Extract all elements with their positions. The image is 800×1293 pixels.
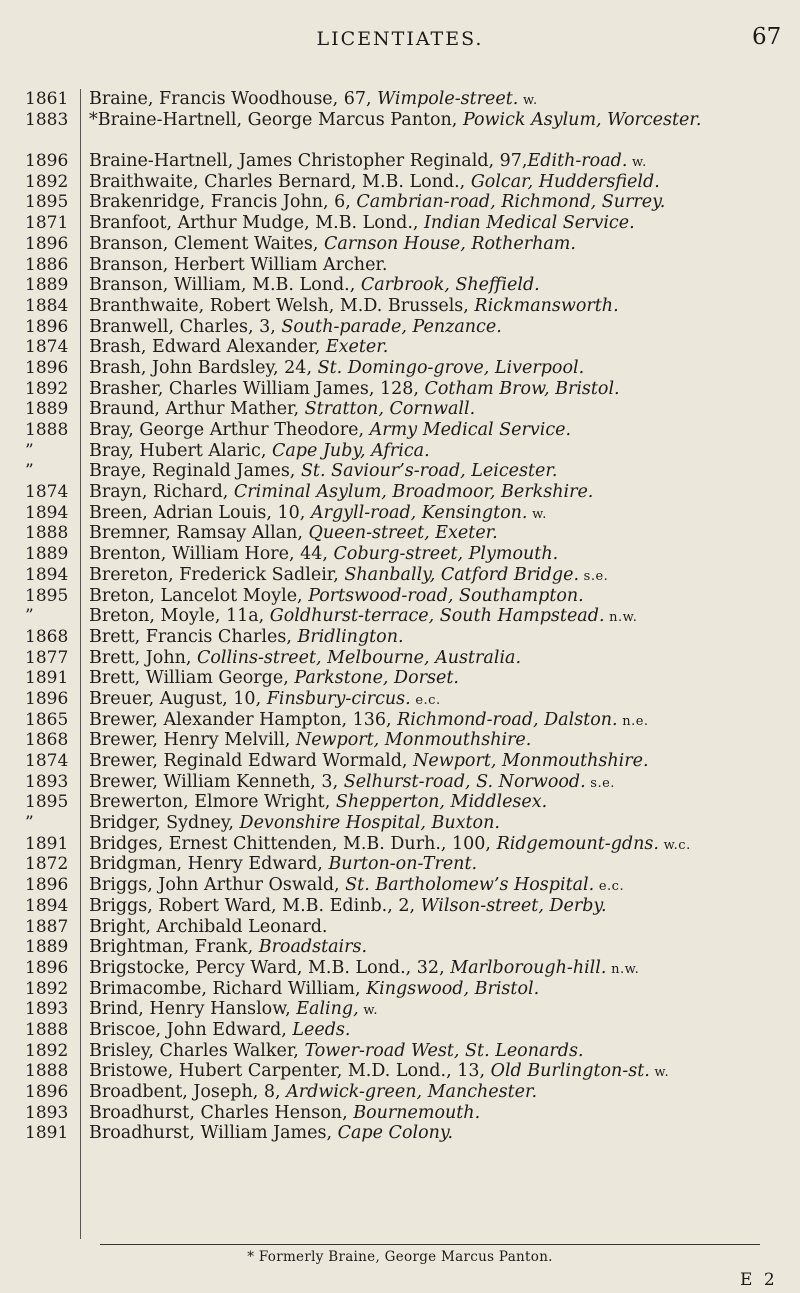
entry-name: Broadhurst, Charles Henson, <box>89 1102 354 1123</box>
entry-text <box>89 151 789 174</box>
list-item <box>0 854 800 875</box>
entry-name: Brewerton, Elmore Wright, <box>89 792 336 813</box>
entry-name: Branthwaite, Robert Welsh, M.D. Brussels, <box>89 295 475 316</box>
list-item <box>0 255 800 276</box>
entry-name: Branson, Herbert William Archer. <box>89 254 388 275</box>
entry-text <box>89 255 789 278</box>
entry-place: Criminal Asylum, Broadmoor, Berkshire. <box>233 482 594 503</box>
entry-place: Powick Asylum, Worcester. <box>462 109 702 130</box>
entry-text <box>89 937 789 960</box>
entry-year: 1894 <box>25 564 69 585</box>
entry-name: Brimacombe, Richard William, <box>89 978 367 999</box>
entry-year: 1896 <box>25 688 69 709</box>
entry-name: Bray, George Arthur Theodore, <box>89 420 370 441</box>
footnote-rule <box>100 1244 760 1245</box>
list-item <box>0 503 800 524</box>
entry-text <box>89 1123 789 1146</box>
entry-year: 1868 <box>25 730 69 751</box>
entry-name: Briggs, John Arthur Oswald, <box>89 875 346 896</box>
entry-text <box>89 192 789 215</box>
entry-name: *Braine-Hartnell, George Marcus Panton, <box>89 109 463 130</box>
entry-year: 1889 <box>25 937 69 958</box>
list-item <box>0 523 800 544</box>
entry-text <box>89 358 789 381</box>
entry-text <box>89 89 789 112</box>
entry-place: Argyll-road, Kensington. <box>310 502 528 523</box>
entry-text <box>89 958 789 981</box>
entry-place: Old Burlington-st. <box>490 1061 650 1082</box>
list-item <box>0 834 800 855</box>
entry-year: 1895 <box>25 792 69 813</box>
entry-name: Brisley, Charles Walker, <box>89 1040 305 1061</box>
entry-name: Bray, Hubert Alaric, <box>89 440 272 461</box>
entry-year: 1894 <box>25 502 69 523</box>
entry-text <box>89 689 789 712</box>
entry-text <box>89 896 789 919</box>
entry-place: Cotham Brow, Bristol. <box>424 378 620 399</box>
list-item <box>0 586 800 607</box>
list-item <box>0 1123 800 1144</box>
entry-text <box>89 1082 789 1105</box>
entry-year: 1889 <box>25 544 69 565</box>
list-item <box>0 896 800 917</box>
entry-text <box>89 1020 789 1043</box>
entry-text <box>89 213 789 236</box>
entry-year: 1893 <box>25 771 69 792</box>
entry-year: 1874 <box>25 337 69 358</box>
list-item <box>0 192 800 213</box>
entry-year: 1892 <box>25 978 69 999</box>
entry-place: Richmond-road, Dalston. <box>397 709 618 730</box>
entry-text <box>89 275 789 298</box>
entry-name: Bristowe, Hubert Carpenter, M.D. Lond., 13, <box>89 1061 491 1082</box>
entry-name: Broadhurst, William James, <box>89 1123 338 1144</box>
entry-name: Braye, Reginald James, <box>89 461 301 482</box>
list-item <box>0 151 800 172</box>
entry-year: 1894 <box>25 895 69 916</box>
entry-place: St. Bartholomew’s Hospital. <box>345 875 595 896</box>
entry-year: 1896 <box>25 151 69 172</box>
entry-place: Indian Medical Service. <box>424 213 635 234</box>
entry-place: Golcar, Huddersfield. <box>470 171 660 192</box>
entry-name: Breton, Lancelot Moyle, <box>89 585 309 606</box>
entry-year: 1893 <box>25 1102 69 1123</box>
list-item <box>0 358 800 379</box>
entry-place: Parkstone, Dorset. <box>294 668 459 689</box>
entry-year: 1892 <box>25 1040 69 1061</box>
list-item <box>0 544 800 565</box>
entry-year: 1893 <box>25 999 69 1020</box>
entry-text <box>89 172 789 195</box>
entry-name: Braithwaite, Charles Bernard, M.B. Lond., <box>89 171 471 192</box>
entry-district: s.e. <box>579 568 609 584</box>
entry-year: 1877 <box>25 647 69 668</box>
entry-year: 1896 <box>25 1082 69 1103</box>
list-item <box>0 296 800 317</box>
entry-text <box>89 979 789 1002</box>
entry-district: n.w. <box>604 610 638 626</box>
entry-place: Queen-street, Exeter. <box>308 523 498 544</box>
list-item <box>0 710 800 731</box>
entry-year: 1871 <box>25 213 69 234</box>
list-item <box>0 1061 800 1082</box>
entry-text <box>89 875 789 898</box>
entry-year: 1861 <box>25 89 69 109</box>
entry-year: 1891 <box>25 668 69 689</box>
entry-year: 1896 <box>25 875 69 896</box>
list-item <box>0 172 800 193</box>
entry-text <box>89 999 789 1022</box>
list-item <box>0 772 800 793</box>
entry-name: Brett, John, <box>89 647 197 668</box>
list-item <box>0 399 800 420</box>
entry-place: Kingswood, Bristol. <box>366 978 540 999</box>
entry-name: Branwell, Charles, 3, <box>89 316 282 337</box>
entry-place: Rickmansworth. <box>474 295 619 316</box>
list-item <box>0 606 800 627</box>
entry-name: Broadbent, Joseph, 8, <box>89 1082 287 1103</box>
entry-text <box>89 296 789 319</box>
entry-year: 1888 <box>25 420 69 441</box>
entry-name: Branson, William, M.B. Lond., <box>89 275 361 296</box>
entry-place: Goldhurst-terrace, South Hampstead. <box>269 606 605 627</box>
entry-name: Breton, Moyle, 11a, <box>89 606 270 627</box>
entry-year: 1886 <box>25 254 69 275</box>
entry-year: 1872 <box>25 854 69 875</box>
entry-district: e.c. <box>410 692 441 708</box>
entry-text <box>89 792 789 815</box>
entry-district: w. <box>358 1003 379 1019</box>
entry-text <box>89 234 789 257</box>
entry-text <box>89 751 789 774</box>
entry-text <box>89 1041 789 1064</box>
entry-name: Breuer, August, 10, <box>89 688 267 709</box>
entry-text <box>89 482 789 505</box>
entry-name: Bright, Archibald Leonard. <box>89 916 328 937</box>
list-item <box>0 1041 800 1062</box>
entry-place: Tower-road West, St. Leonards. <box>304 1040 584 1061</box>
entry-text <box>89 503 789 526</box>
entry-text <box>89 379 789 402</box>
entry-year: 1883 <box>25 109 69 130</box>
list-item <box>0 689 800 710</box>
entry-text <box>89 730 789 753</box>
entry-place: Bridlington. <box>297 626 404 647</box>
entry-name: Brett, Francis Charles, <box>89 626 298 647</box>
entry-district: w. <box>627 155 647 171</box>
list-item <box>0 917 800 938</box>
entry-name: Bridger, Sydney, <box>89 813 240 834</box>
entry-year: 1868 <box>25 626 69 647</box>
entry-year: 1892 <box>25 171 69 192</box>
list-item <box>0 482 800 503</box>
entry-text <box>89 565 789 588</box>
entry-place: Wimpole-street. <box>377 89 519 109</box>
list-item <box>0 379 800 400</box>
entry-text <box>89 110 789 133</box>
entry-text <box>89 586 789 609</box>
entry-year: 1891 <box>25 833 69 854</box>
entry-place: Finsbury-circus. <box>266 688 411 709</box>
entry-name: Briscoe, John Edward, <box>89 1019 293 1040</box>
entry-year: 1874 <box>25 751 69 772</box>
entry-year: 1895 <box>25 192 69 213</box>
list-item <box>0 668 800 689</box>
signature-mark: E 2 <box>740 1270 778 1290</box>
entry-place: Ardwick-green, Manchester. <box>286 1082 538 1103</box>
entry-district: n.w. <box>606 961 640 977</box>
list-item <box>0 1082 800 1103</box>
list-item <box>0 875 800 896</box>
entry-place: Broadstairs. <box>258 937 368 958</box>
entry-place: Army Medical Service. <box>369 420 572 441</box>
list-item <box>0 792 800 813</box>
entry-name: Brakenridge, Francis John, 6, <box>89 192 357 213</box>
entry-name: Brightman, Frank, <box>89 937 259 958</box>
entry-district: w. <box>649 1065 670 1081</box>
entry-name: Bremner, Ramsay Allan, <box>89 523 309 544</box>
entry-name: Brewer, Reginald Edward Wormald, <box>89 751 414 772</box>
entry-year: 1892 <box>25 378 69 399</box>
entry-place: Shanbally, Catford Bridge. <box>344 564 580 585</box>
entry-text <box>89 461 789 484</box>
entry-year: ” <box>25 461 34 482</box>
entry-year: 1891 <box>25 1123 69 1144</box>
entry-place: Cape Colony. <box>337 1123 454 1144</box>
entry-text <box>89 420 789 443</box>
entry-place: Ealing, <box>296 999 359 1020</box>
list-item <box>0 337 800 358</box>
list-item <box>0 958 800 979</box>
entry-place: Marlborough-hill. <box>450 957 607 978</box>
entry-district: e.c. <box>594 879 625 895</box>
entry-year: ” <box>25 440 34 461</box>
entry-place: Carbrook, Sheffield. <box>360 275 540 296</box>
entry-year: 1888 <box>25 1019 69 1040</box>
entry-text <box>89 627 789 650</box>
entry-name: Brewer, William Kenneth, 3, <box>89 771 344 792</box>
entry-year: 1889 <box>25 399 69 420</box>
entry-name: Brayn, Richard, <box>89 482 234 503</box>
entry-place: Leeds. <box>292 1019 351 1040</box>
entry-name: Brash, John Bardsley, 24, <box>89 357 318 378</box>
entry-text <box>89 917 789 940</box>
entry-place: St. Domingo-grove, Liverpool. <box>317 357 585 378</box>
entry-year: 1888 <box>25 1061 69 1082</box>
list-item <box>0 275 800 296</box>
entry-place: St. Saviour’s-road, Leicester. <box>300 461 558 482</box>
entry-district: w. <box>527 506 547 522</box>
entry-place: Edith-road. <box>527 151 628 172</box>
entry-place: Shepperton, Middlesex. <box>335 792 548 813</box>
footnote: * Formerly Braine, George Marcus Panton. <box>247 1249 553 1265</box>
entry-place: Stratton, Cornwall. <box>304 399 476 420</box>
entry-text <box>89 523 789 546</box>
list-item <box>0 317 800 338</box>
entry-name: Braine, Francis Woodhouse, 67, <box>89 89 378 109</box>
entry-place: Devonshire Hospital, Buxton. <box>239 813 500 834</box>
list-item <box>0 89 800 110</box>
entry-text <box>89 668 789 691</box>
entry-name: Briggs, Robert Ward, M.B. Edinb., 2, <box>89 895 421 916</box>
entry-list <box>0 89 800 1144</box>
entry-name: Branfoot, Arthur Mudge, M.B. Lond., <box>89 213 425 234</box>
entry-year: 1896 <box>25 233 69 254</box>
entry-year: 1865 <box>25 709 69 730</box>
entry-name: Bridgman, Henry Edward, <box>89 854 329 875</box>
entry-place: Cape Juby, Africa. <box>271 440 430 461</box>
list-item <box>0 751 800 772</box>
list-item <box>0 461 800 482</box>
list-item <box>0 1020 800 1041</box>
entry-place: Selhurst-road, S. Norwood. <box>343 771 586 792</box>
page-number: 67 <box>752 24 782 50</box>
entry-year: 1896 <box>25 357 69 378</box>
entry-place: Bournemouth. <box>353 1102 481 1123</box>
entry-name: Braine-Hartnell, James Christopher Reginald, 97, <box>89 151 528 172</box>
entry-year: 1896 <box>25 316 69 337</box>
list-item <box>0 110 800 151</box>
entry-name: Brind, Henry Hanslow, <box>89 999 297 1020</box>
entry-text <box>89 606 789 629</box>
entry-name: Branson, Clement Waites, <box>89 233 324 254</box>
entry-text <box>89 337 789 360</box>
entry-name: Brenton, William Hore, 44, <box>89 544 334 565</box>
entry-name: Brett, William George, <box>89 668 295 689</box>
entry-name: Brash, Edward Alexander, <box>89 337 326 358</box>
list-item <box>0 234 800 255</box>
entry-name: Brewer, Henry Melvill, <box>89 730 296 751</box>
entry-district: w. <box>518 93 538 108</box>
list-item <box>0 420 800 441</box>
entry-text <box>89 1103 789 1126</box>
page-title: LICENTIATES. <box>316 28 484 50</box>
entry-place: South-parade, Penzance. <box>281 316 502 337</box>
entry-place: Collins-street, Melbourne, Australia. <box>197 647 522 668</box>
entry-year: 1887 <box>25 916 69 937</box>
list-item <box>0 813 800 834</box>
entry-year: 1888 <box>25 523 69 544</box>
entry-text <box>89 813 789 836</box>
entry-name: Brereton, Frederick Sadleir, <box>89 564 345 585</box>
entry-text <box>89 399 789 422</box>
entry-year: 1889 <box>25 275 69 296</box>
list-item <box>0 999 800 1020</box>
entry-place: Newport, Monmouthshire. <box>413 751 649 772</box>
entry-text <box>89 834 789 857</box>
list-item <box>0 648 800 669</box>
entry-year: 1895 <box>25 585 69 606</box>
list-item <box>0 627 800 648</box>
list-item <box>0 730 800 751</box>
entry-year: 1896 <box>25 957 69 978</box>
entry-name: Braund, Arthur Mather, <box>89 399 305 420</box>
entry-year: 1874 <box>25 482 69 503</box>
entry-name: Brewer, Alexander Hampton, 136, <box>89 709 398 730</box>
entry-place: Newport, Monmouthshire. <box>295 730 532 751</box>
entry-text <box>89 710 789 733</box>
entry-place: Burton-on-Trent. <box>328 854 478 875</box>
entry-text <box>89 317 789 340</box>
list-item <box>0 979 800 1000</box>
entry-place: Wilson-street, Derby. <box>420 895 607 916</box>
entry-place: Coburg-street, Plymouth. <box>333 544 559 565</box>
entry-text <box>89 772 789 795</box>
entry-place: Exeter. <box>325 337 389 358</box>
entry-year: 1884 <box>25 295 69 316</box>
entry-text <box>89 1061 789 1084</box>
entry-name: Breen, Adrian Louis, 10, <box>89 502 311 523</box>
entry-district: n.e. <box>617 713 649 729</box>
entry-name: Brigstocke, Percy Ward, M.B. Lond., 32, <box>89 957 451 978</box>
entry-place: Cambrian-road, Richmond, Surrey. <box>356 192 666 213</box>
list-item <box>0 937 800 958</box>
list-item <box>0 565 800 586</box>
entry-district: s.e. <box>585 775 615 791</box>
entry-text <box>89 441 789 464</box>
entry-year: ” <box>25 813 34 834</box>
entry-district: w.c. <box>658 837 691 853</box>
entry-text <box>89 648 789 671</box>
list-item <box>0 213 800 234</box>
entry-year: ” <box>25 606 34 627</box>
entry-text <box>89 854 789 877</box>
entry-place: Ridgemount-gdns. <box>496 833 659 854</box>
entry-text <box>89 544 789 567</box>
entry-name: Brasher, Charles William James, 128, <box>89 378 425 399</box>
list-item <box>0 1103 800 1124</box>
entry-place: Carnson House, Rotherham. <box>324 233 576 254</box>
list-item <box>0 441 800 462</box>
entry-name: Bridges, Ernest Chittenden, M.B. Durh., 100, <box>89 833 497 854</box>
entry-place: Portswood-road, Southampton. <box>308 585 584 606</box>
